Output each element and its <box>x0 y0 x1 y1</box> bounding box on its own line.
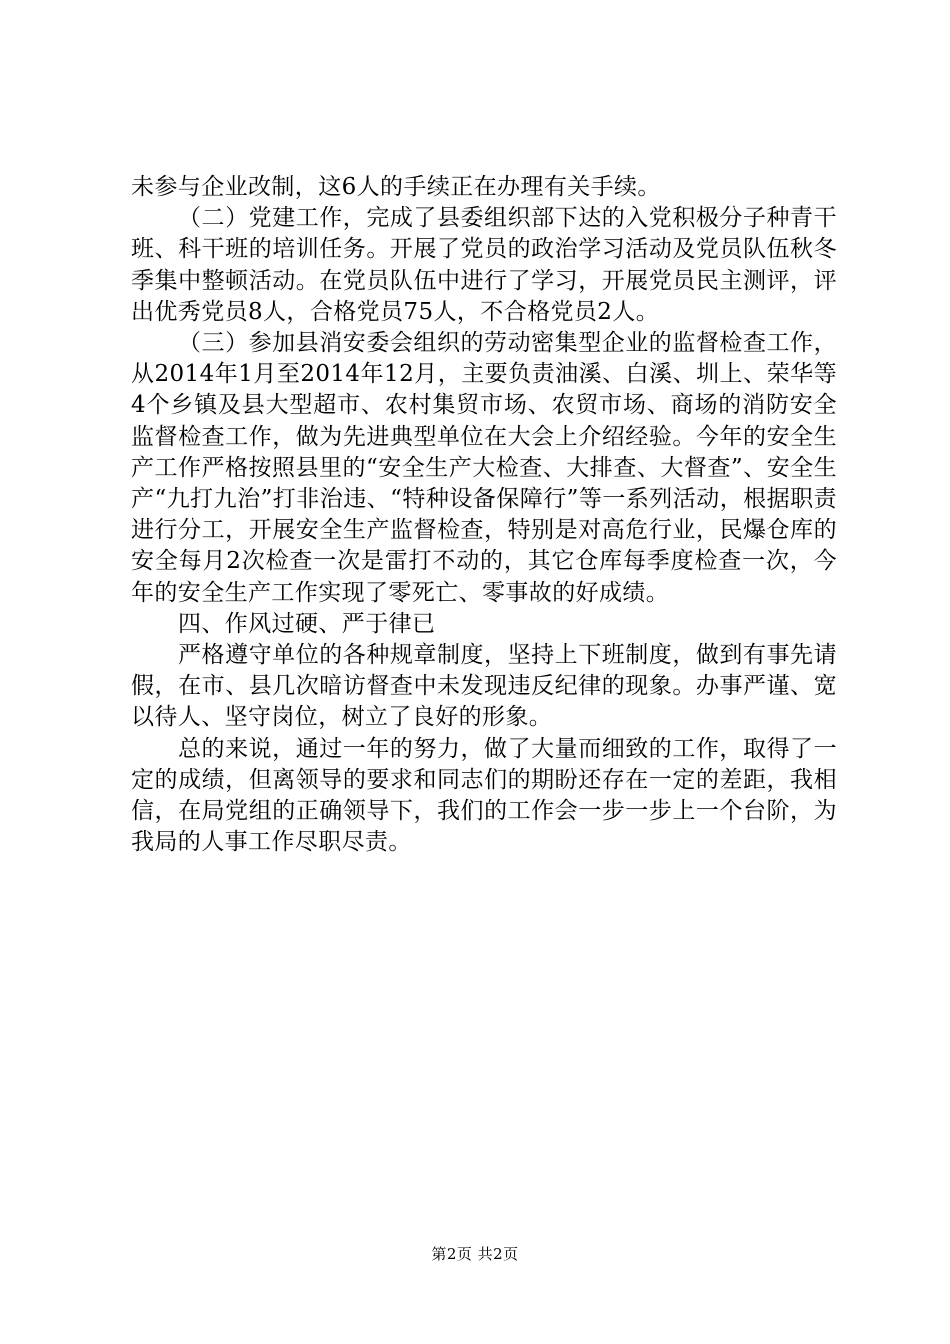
paragraph-safety-inspection: （三）参加县消安委会组织的劳动密集型企业的监督检查工作，从2014年1月至2014年12月，主要负责油溪、白溪、圳上、荣华等4个乡镇及县大型超市、农村集贸市场、农贸市场、商场的消防安全监督检查工作，做为先进典型单位在大会上介绍经验。今年的安全生产工作严格按照县里的“安全生产大检查、大排查、大督查”、安全生产“九打九治”打非治违、“特种设备保障行”等一系列活动，根据职责进行分工，开展安全生产监督检查，特别是对高危行业，民爆仓库的安全每月2次检查一次是雷打不动的，其它仓库每季度检查一次，今年的安全生产工作实现了零死亡、零事故的好成绩。 <box>131 330 837 606</box>
paragraph-summary: 总的来说，通过一年的努力，做了大量而细致的工作，取得了一定的成绩，但离领导的要求和同志们的期盼还存在一定的差距，我相信，在局党组的正确领导下，我们的工作会一步一步上一个台阶，为我局的人事工作尽职尽责。 <box>131 735 837 856</box>
document-body <box>131 172 837 858</box>
paragraph-party-building: （二）党建工作，完成了县委组织部下达的入党积极分子种青干班、科干班的培训任务。开展了党员的政治学习活动及党员队伍秋冬季集中整顿活动。在党员队伍中进行了学习，开展党员民主测评，评出优秀党员8人，合格党员75人，不合格党员2人。 <box>131 205 837 325</box>
paragraph-continuation: 未参与企业改制，这6人的手续正在办理有关手续。 <box>131 174 661 200</box>
paragraph-discipline: 严格遵守单位的各种规章制度，坚持上下班制度，做到有事先请假，在市、县几次暗访督查中未发现违反纪律的现象。办事严谨、宽以待人、坚守岗位，树立了良好的形象。 <box>131 642 837 731</box>
page-footer: 第2页 共2页 <box>431 1245 519 1263</box>
section-heading-work-style: 四、作风过硬、严于律已 <box>178 610 436 637</box>
